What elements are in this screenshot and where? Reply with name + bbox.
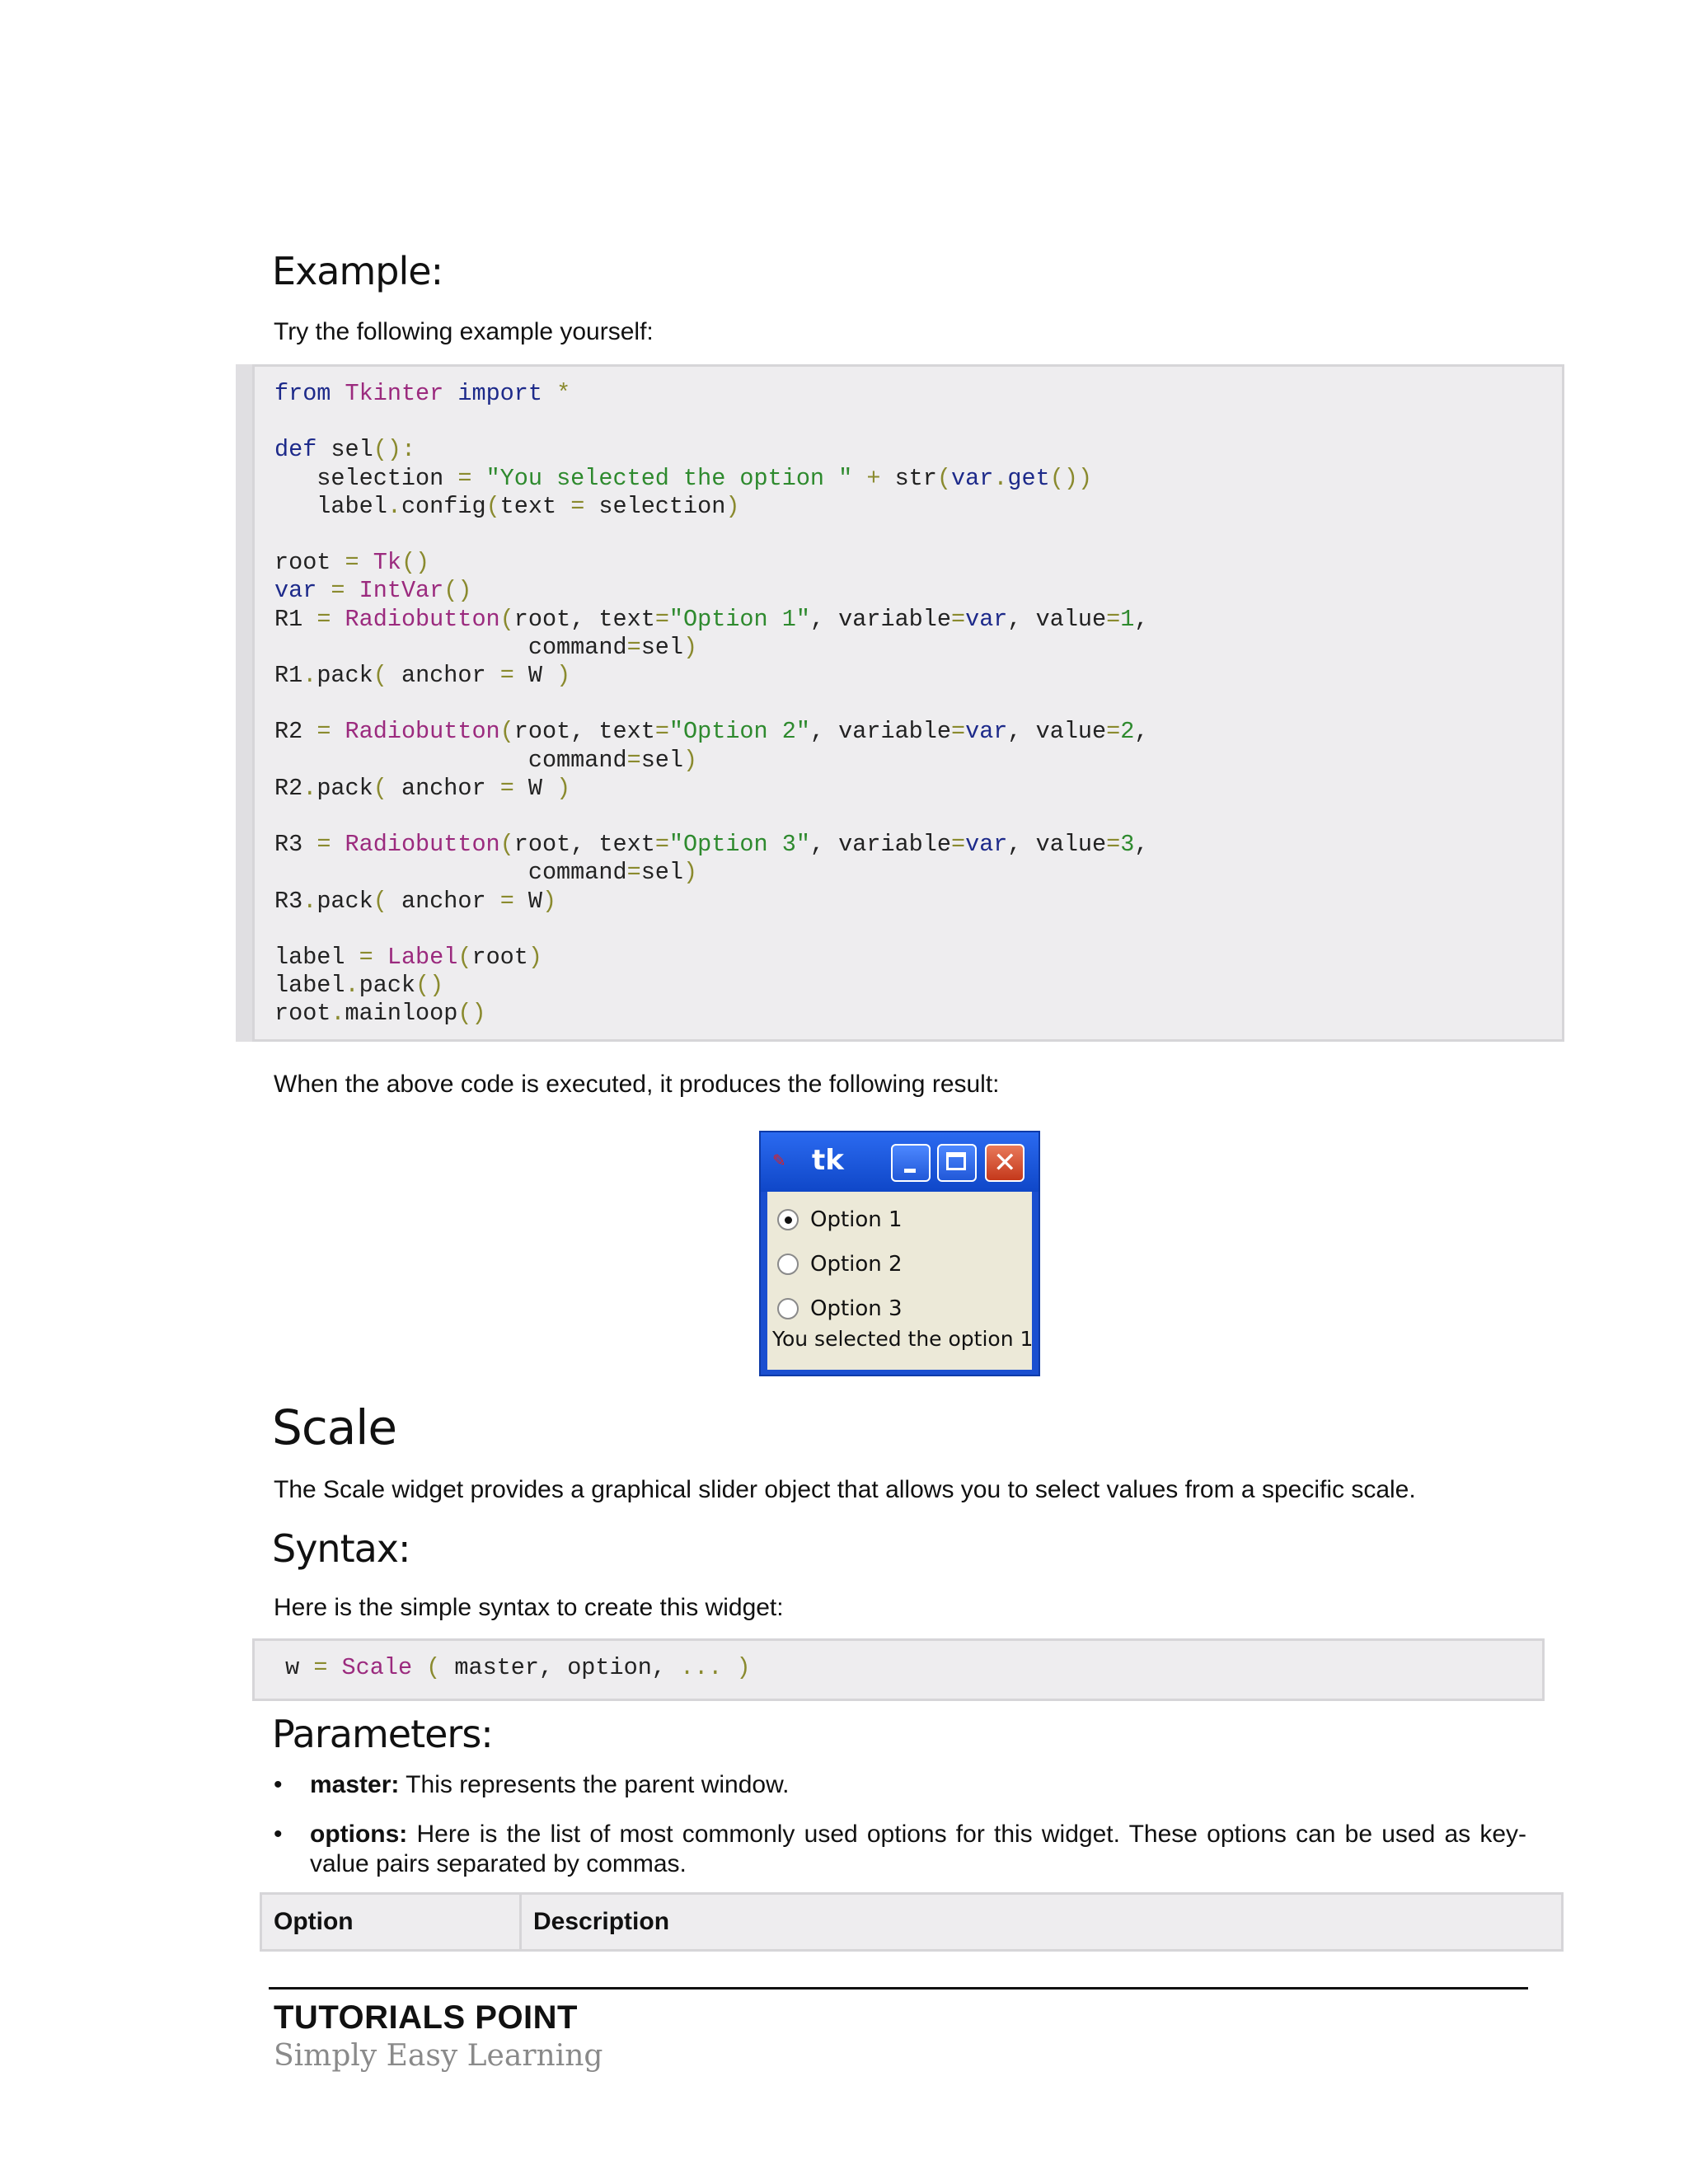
code-token: var: [965, 605, 1008, 633]
bullet-icon: •: [274, 1771, 283, 1798]
table-header-option: Option: [261, 1894, 521, 1951]
code-token: =: [1106, 831, 1121, 859]
table-header-description: Description: [521, 1894, 1563, 1951]
code-token: [359, 549, 373, 576]
code-token: ,: [1134, 718, 1149, 746]
code-token: =: [570, 492, 585, 520]
code-token: "Option 1": [668, 605, 810, 633]
code-token: sel: [640, 746, 683, 774]
code-token: config: [401, 492, 486, 520]
code-token: , variable: [809, 718, 951, 746]
code-token: (: [499, 831, 514, 859]
code-token: [345, 577, 359, 604]
code-token: .: [331, 1000, 345, 1028]
code-token: selection: [274, 464, 458, 492]
minimize-icon: [891, 1144, 931, 1182]
code-token: get: [1007, 464, 1050, 492]
code-token: W: [513, 662, 557, 690]
code-token: [331, 831, 345, 858]
code-token: Scale: [341, 1654, 413, 1681]
tk-window-title: tk: [812, 1144, 844, 1177]
code-token: =: [654, 605, 669, 633]
code-token: =: [654, 718, 669, 746]
code-token: (: [373, 662, 387, 690]
syntax-code-block: [252, 1638, 1545, 1701]
tk-titlebar: [761, 1132, 1039, 1192]
code-token: label: [274, 492, 387, 520]
code-token: Tkinter: [345, 380, 444, 407]
code-token: =: [499, 887, 514, 915]
code-token: , value: [1007, 605, 1107, 633]
tk-feather-icon: ✎: [772, 1151, 786, 1170]
code-listing: [274, 380, 1148, 1029]
code-token: [443, 380, 457, 407]
radio-label-1: Option 1: [810, 1207, 903, 1232]
code-token: (: [373, 887, 387, 915]
param-term: master:: [310, 1771, 400, 1798]
example-intro: Try the following example yourself:: [274, 318, 654, 345]
param-text: Here is the list of most commonly used options for this widget. These options can be used as key-value pairs separated by commas.: [310, 1821, 1526, 1877]
code-token: Radiobutton: [345, 605, 500, 633]
example-heading: Example:: [272, 249, 443, 293]
code-token: ,: [1134, 605, 1149, 633]
tk-window-body: [767, 1192, 1032, 1370]
code-token: 1: [1120, 605, 1135, 633]
code-token: ): [736, 1654, 751, 1681]
code-token: [316, 577, 331, 604]
code-token: Radiobutton: [345, 831, 500, 859]
code-token: sel: [316, 436, 373, 464]
code-token: command: [274, 746, 627, 774]
footer-rule: [269, 1987, 1528, 1990]
code-token: =: [313, 1654, 328, 1681]
radio-unselected-icon: [777, 1254, 799, 1275]
code-token: =: [1106, 718, 1121, 746]
code-token: [722, 1654, 736, 1681]
radio-selected-icon: [777, 1209, 799, 1230]
code-token: ): [542, 887, 557, 915]
code-token: [471, 465, 485, 492]
code-token: (: [499, 605, 514, 633]
code-token: var: [951, 464, 994, 492]
code-token: (): [415, 972, 444, 1000]
result-intro: When the above code is executed, it produces the following result:: [274, 1071, 1000, 1098]
code-token: ): [683, 746, 698, 774]
code-token: "You selected the option ": [485, 464, 853, 492]
syntax-code: [271, 1654, 751, 1682]
code-token: .: [302, 774, 317, 802]
code-token: =: [950, 718, 966, 746]
code-token: =: [950, 605, 966, 633]
code-token: =: [499, 774, 514, 802]
code-token: mainloop: [345, 1000, 458, 1028]
table-header-row: [261, 1894, 1563, 1951]
code-token: var: [965, 831, 1008, 859]
code-token: (: [485, 492, 500, 520]
code-token: root: [274, 549, 345, 577]
code-token: =: [1106, 605, 1121, 633]
tk-status-label: You selected the option 1: [772, 1327, 1034, 1351]
code-token: +: [866, 464, 881, 492]
code-token: (): [401, 549, 430, 577]
code-token: "Option 3": [668, 831, 810, 859]
code-token: [542, 380, 556, 407]
code-token: import: [457, 380, 542, 407]
code-token: [327, 1654, 341, 1681]
radio-option-2: [777, 1248, 903, 1281]
tk-window-screenshot: [759, 1131, 1040, 1376]
code-block: [252, 364, 1564, 1042]
code-token: =: [316, 718, 331, 746]
code-token: W: [513, 774, 557, 802]
code-token: root, text: [513, 718, 655, 746]
close-icon: ✕: [985, 1144, 1025, 1182]
code-token: sel: [640, 633, 683, 661]
code-token: *: [556, 380, 571, 407]
code-token: .: [993, 464, 1008, 492]
code-token: .: [387, 492, 401, 520]
code-token: , variable: [809, 831, 951, 859]
code-token: label: [274, 972, 345, 1000]
code-token: =: [345, 549, 359, 577]
code-token: command: [274, 859, 627, 887]
code-token: =: [654, 831, 669, 859]
code-token: pack: [316, 887, 373, 915]
param-term: options:: [310, 1821, 408, 1848]
code-token: pack: [316, 662, 373, 690]
code-token: Label: [387, 944, 458, 972]
footer-title: TUTORIALS POINT: [274, 1999, 578, 2036]
code-token: [373, 944, 387, 971]
code-token: R3: [274, 831, 317, 859]
options-table: [260, 1892, 1564, 1952]
code-token: ): [683, 859, 698, 887]
footer-subtitle: Simply Easy Learning: [274, 2039, 603, 2073]
param-text: This represents the parent window.: [399, 1771, 790, 1798]
code-token: master, option,: [440, 1654, 681, 1681]
code-token: [852, 465, 866, 492]
code-token: =: [316, 605, 331, 633]
code-token: anchor: [387, 774, 500, 802]
code-token: [331, 380, 345, 407]
scale-description: The Scale widget provides a graphical slider object that allows you to select values from a specific scale.: [274, 1476, 1416, 1503]
radio-unselected-icon: [777, 1298, 799, 1319]
code-token: =: [316, 831, 331, 859]
code-token: ): [556, 662, 571, 690]
radio-option-3: [777, 1292, 903, 1325]
param-master: [274, 1770, 1543, 1803]
code-token: 3: [1120, 831, 1135, 859]
code-token: IntVar: [359, 577, 444, 605]
code-token: Tk: [373, 549, 401, 577]
code-token: ...: [680, 1654, 723, 1681]
code-token: =: [950, 831, 966, 859]
code-token: R3: [274, 887, 303, 915]
code-token: =: [331, 577, 345, 605]
code-token: , value: [1007, 718, 1107, 746]
code-token: var: [965, 718, 1008, 746]
code-token: (: [936, 464, 951, 492]
radio-label-2: Option 2: [810, 1252, 903, 1277]
code-token: (): [457, 1000, 486, 1028]
code-token: ():: [373, 436, 416, 464]
code-token: root, text: [513, 605, 655, 633]
code-token: =: [626, 633, 641, 661]
scale-heading: Scale: [272, 1399, 397, 1455]
code-token: anchor: [387, 662, 500, 690]
maximize-icon: [937, 1144, 977, 1182]
code-token: [331, 606, 345, 633]
code-token: (: [373, 774, 387, 802]
code-token: =: [457, 464, 472, 492]
code-token: , variable: [809, 605, 951, 633]
code-token: command: [274, 633, 627, 661]
code-token: root: [471, 944, 528, 972]
code-token: root, text: [513, 831, 655, 859]
code-token: pack: [359, 972, 416, 1000]
radio-option-1: [777, 1203, 903, 1236]
code-token: ): [528, 944, 542, 972]
code-token: var: [274, 577, 317, 605]
code-token: anchor: [387, 887, 500, 915]
code-token: , value: [1007, 831, 1107, 859]
code-token: root: [274, 1000, 331, 1028]
code-token: .: [302, 662, 317, 690]
code-token: (): [443, 577, 472, 605]
code-token: [331, 718, 345, 745]
code-token: selection: [584, 492, 726, 520]
code-token: "Option 2": [668, 718, 810, 746]
code-token: ,: [1134, 831, 1149, 859]
code-token: Radiobutton: [345, 718, 500, 746]
syntax-heading: Syntax:: [272, 1526, 410, 1571]
code-token: (: [457, 944, 472, 972]
code-token: (: [499, 718, 514, 746]
code-token: (: [426, 1654, 441, 1681]
code-token: R2: [274, 774, 303, 802]
code-token: def: [274, 436, 317, 464]
code-token: [412, 1654, 426, 1681]
code-token: label: [274, 944, 359, 972]
code-token: str: [880, 464, 937, 492]
param-options: [274, 1820, 1543, 1886]
code-token: .: [302, 887, 317, 915]
code-token: pack: [316, 774, 373, 802]
code-token: W: [513, 887, 543, 915]
code-token: from: [274, 380, 331, 407]
bullet-icon: •: [274, 1821, 283, 1848]
parameters-heading: Parameters:: [272, 1712, 493, 1756]
code-token: text: [499, 492, 571, 520]
code-token: ()): [1049, 464, 1093, 492]
code-token: ): [556, 774, 571, 802]
syntax-intro: Here is the simple syntax to create this widget:: [274, 1594, 784, 1621]
radio-label-3: Option 3: [810, 1296, 903, 1321]
code-token: =: [626, 859, 641, 887]
code-token: =: [499, 662, 514, 690]
code-token: R1: [274, 605, 317, 633]
code-token: R1: [274, 662, 303, 690]
code-token: .: [345, 972, 359, 1000]
code-token: =: [626, 746, 641, 774]
code-token: R2: [274, 718, 317, 746]
code-token: sel: [640, 859, 683, 887]
code-token: ): [683, 633, 698, 661]
code-token: ): [725, 492, 740, 520]
code-token: w: [271, 1654, 314, 1681]
code-token: =: [359, 944, 373, 972]
code-token: 2: [1120, 718, 1135, 746]
